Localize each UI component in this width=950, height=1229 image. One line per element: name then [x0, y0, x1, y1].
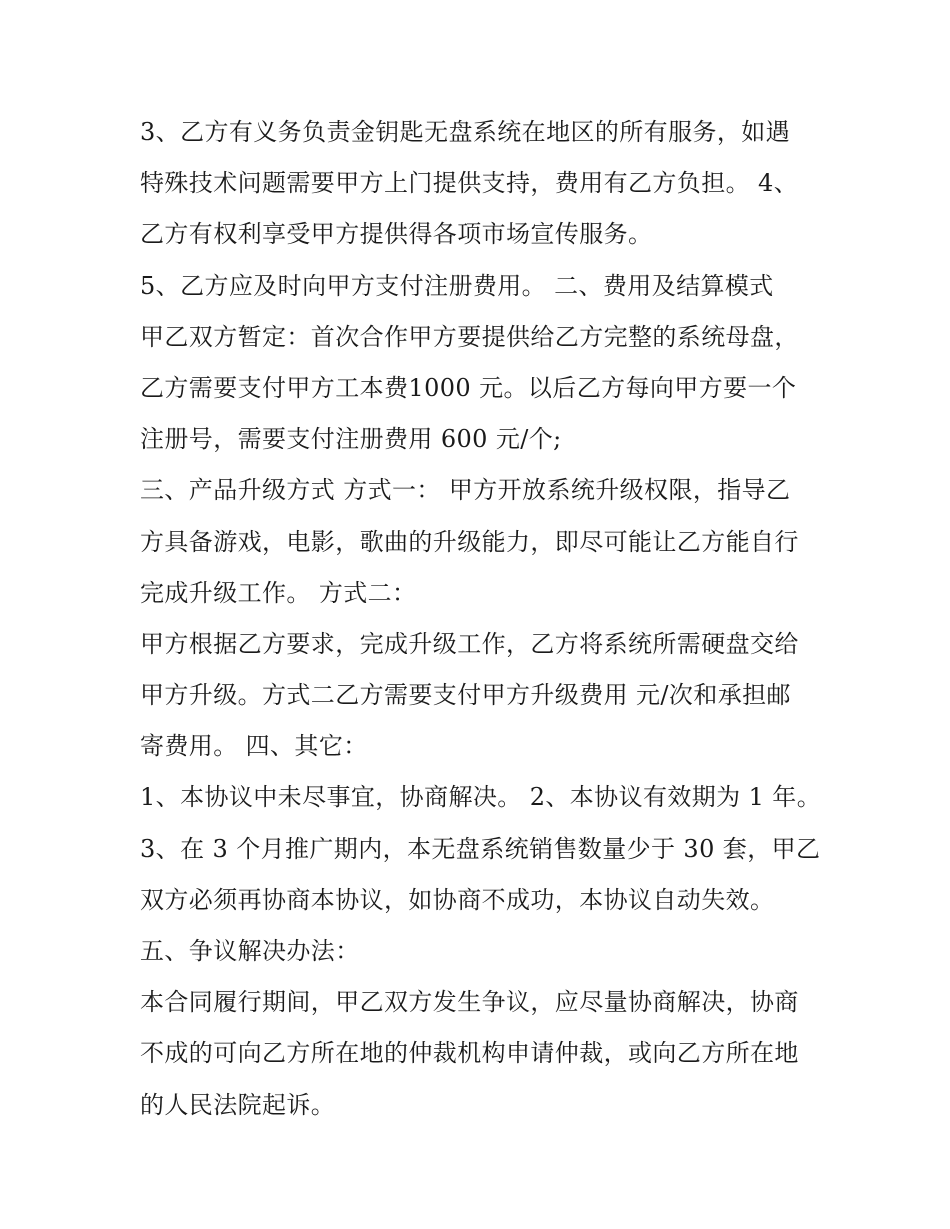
text-line: 3、在 3 个月推广期内，本无盘系统销售数量少于 30 套，甲乙 [140, 834, 821, 863]
document-body [140, 107, 830, 1131]
text-line: 五、争议解决办法： [140, 937, 360, 965]
text-line: 特殊技术问题需要甲方上门提供支持，费用有乙方负担。 4、 [140, 169, 799, 198]
text-line: 乙方需要支付甲方工本费1000 元。以后乙方每向甲方要一个 [140, 373, 797, 402]
text-line: 3、乙方有义务负责金钥匙无盘系统在地区的所有服务，如遇 [140, 118, 791, 146]
text-line: 不成的可向乙方所在地的仲裁机构申请仲裁，或向乙方所在地 [140, 1039, 799, 1068]
text-line: 甲方根据乙方要求，完成升级工作，乙方将系统所需硬盘交给 [140, 629, 799, 658]
text-line: 乙方有权利享受甲方提供得各项市场宣传服务。 [140, 220, 653, 249]
text-line: 方具备游戏，电影，歌曲的升级能力，即尽可能让乙方能自行 [140, 527, 799, 556]
text-line: 注册号，需要支付注册费用 600 元/个; [140, 425, 562, 454]
text-line: 的人民法院起诉。 [140, 1090, 336, 1119]
text-line: 双方必须再协商本协议，如协商不成功，本协议自动失效。 [140, 885, 775, 914]
text-line: 三、产品升级方式 方式一： 甲方开放系统升级权限，指导乙 [140, 476, 791, 505]
text-line: 完成升级工作。 方式二： [140, 578, 417, 607]
text-line: 本合同履行期间，甲乙双方发生争议，应尽量协商解决，协商 [140, 988, 799, 1017]
text-line: 甲方升级。方式二乙方需要支付甲方升级费用 元/次和承担邮 [140, 681, 791, 710]
text-line: 寄费用。 四、其它： [140, 732, 368, 761]
text-line: 1、本协议中未尽事宜，协商解决。 2、本协议有效期为 1 年。 [140, 783, 822, 812]
text-line: 甲乙双方暂定：首次合作甲方要提供给乙方完整的系统母盘， [140, 322, 799, 351]
text-line: 5、乙方应及时向甲方支付注册费用。 二、费用及结算模式 [140, 271, 774, 300]
